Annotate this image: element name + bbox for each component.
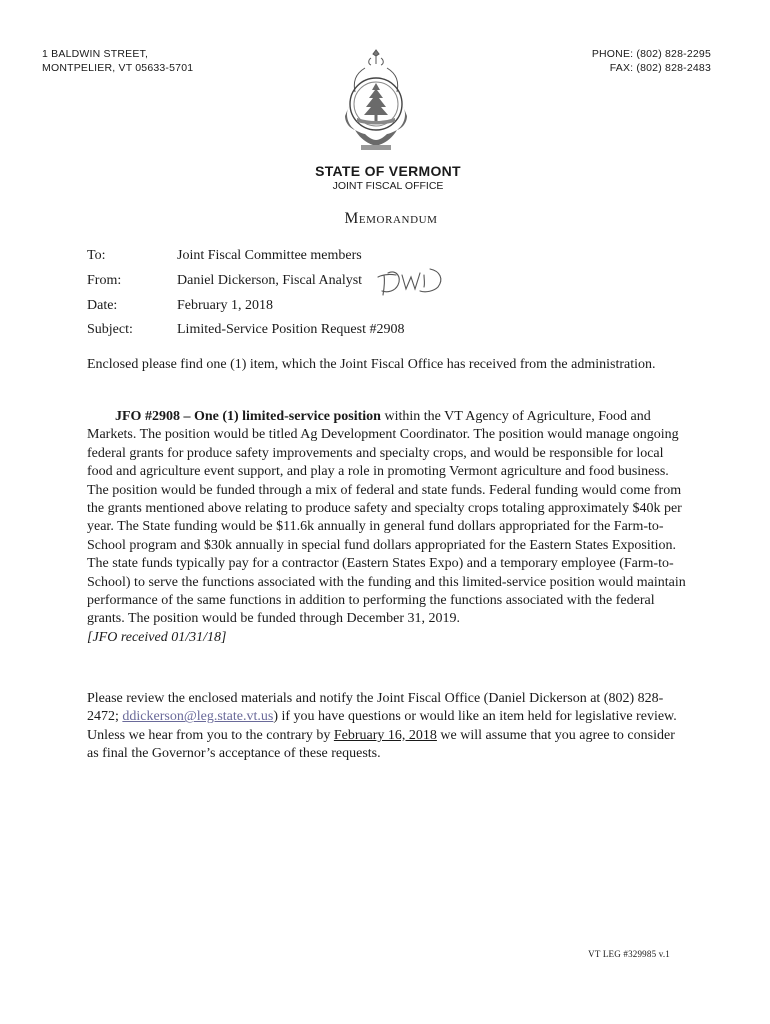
vermont-seal-icon bbox=[335, 46, 417, 158]
address-line-2: MONTPELIER, VT 05633-5701 bbox=[42, 62, 194, 74]
subject-label: Subject: bbox=[87, 322, 133, 337]
review-text-2: ) if you have questions or would like an item held for legislative review. Unless we hear from you to the contrary by bbox=[87, 709, 677, 743]
office-name: JOINT FISCAL OFFICE bbox=[332, 180, 444, 192]
handwritten-initials-icon bbox=[376, 265, 456, 299]
from-value: Daniel Dickerson, Fiscal Analyst bbox=[177, 273, 363, 288]
letterhead-contact bbox=[592, 47, 711, 75]
intro-paragraph: Enclosed please find one (1) item, which the Joint Fiscal Office has received from the administration. bbox=[87, 357, 656, 372]
review-deadline: February 16, 2018 bbox=[333, 727, 437, 743]
state-name: STATE OF VERMONT bbox=[315, 163, 461, 179]
date-value: February 1, 2018 bbox=[177, 298, 274, 313]
document-id: VT LEG #329985 v.1 bbox=[588, 949, 670, 959]
item-paragraph bbox=[87, 408, 687, 647]
email-link[interactable]: ddickerson@leg.state.vt.us bbox=[122, 709, 274, 725]
address-line-1: 1 BALDWIN STREET, bbox=[42, 48, 149, 60]
subject-value: Limited-Service Position Request #2908 bbox=[177, 322, 405, 337]
review-paragraph bbox=[87, 690, 687, 764]
to-value: Joint Fiscal Committee members bbox=[177, 248, 362, 263]
letterhead-address bbox=[42, 47, 193, 75]
review-text-1: Please review the enclosed materials and notify the Joint Fiscal Office (Daniel Dickerson at (802) 828-2472; bbox=[87, 691, 664, 725]
review-text-3: we will assume that you agree to consider as final the Governor’s acceptance of these requests. bbox=[87, 727, 675, 762]
to-label: To: bbox=[87, 248, 106, 263]
item-received-note: [JFO received 01/31/18] bbox=[87, 629, 227, 645]
from-label: From: bbox=[87, 273, 122, 288]
date-label: Date: bbox=[87, 298, 118, 313]
item-heading: JFO #2908 – One (1) limited-service position bbox=[115, 409, 381, 424]
item-description: within the VT Agency of Agriculture, Food and Markets. The position would be titled Ag Development Coordinator. The position would manage ongoing federal grants for produce safety improvements and specialty crops, and would be responsible for local food and agriculture event support, and play a role in promoting Vermont agriculture and food business. The position would be funded through a mix of federal and state funds. Federal funding would come from the grants mentioned above relating to produce safety and specialty crops totaling approximately $40k per year. The State funding would be $11.6k annually in general fund dollars appropriated for the Farm-to-School program and $30k annually in special fund dollars appropriated for the Eastern States Exposition. The state funds typically pay for a contractor (Eastern States Expo) and a temporary employee (Farm-to-School) to serve the functions associated with the funding and this limited-service position would maintain performance of the same functions in addition to performing the functions associated with the federal grants. The position would be funded through December 31, 2019. bbox=[87, 409, 686, 627]
state-heading bbox=[0, 163, 770, 192]
memo-title: Memorandum bbox=[344, 210, 438, 227]
phone-number: PHONE: (802) 828-2295 bbox=[591, 48, 711, 60]
fax-number: FAX: (802) 828-2483 bbox=[609, 62, 711, 74]
